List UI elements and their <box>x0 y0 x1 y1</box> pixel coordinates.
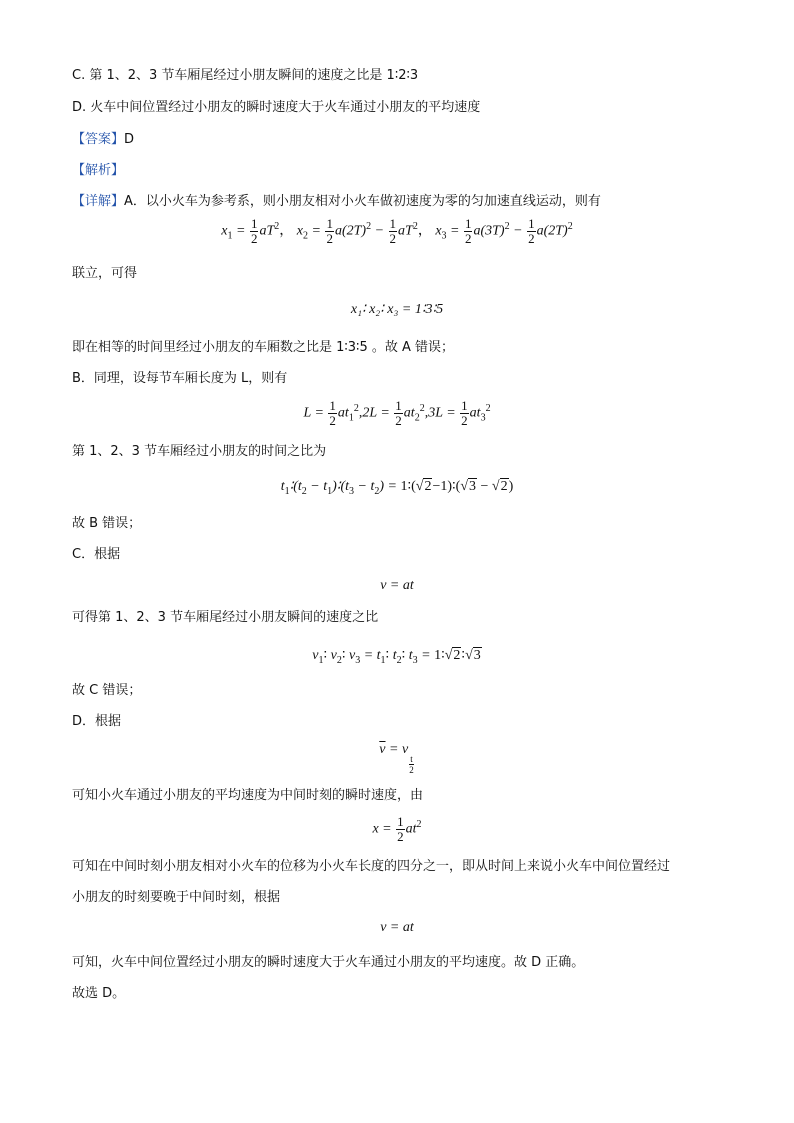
final-answer: 故选 D。 <box>72 986 126 1001</box>
detail-d-reason-1: 可知在中间时刻小朋友相对小火车的位移为小火车长度的四分之一，即从时间上来说小火车中间位置经过 <box>72 859 671 874</box>
equation-average-velocity: $\overline{v} = v$ $_{\frac{t}{2}}$ <box>379 742 414 776</box>
detail-a-conclusion: 即在相等的时间里经过小朋友的车厢数之比是 1∶3∶5 。故 A 错误； <box>72 340 455 355</box>
detail-c-result: 可得第 1、2、3 节车厢尾经过小朋友瞬间的速度之比 <box>72 610 379 625</box>
answer-value: D <box>124 132 135 147</box>
equation-displacements: $x_1$ = $\frac{1}{2}$ $aT^2$， $x_2$ = $\frac{1}{2}$ $a(2T)^2$ − $\frac{1}{2}$ $aT^2$， $x_3$ = $\frac{1}{2}$ $a(3T)^2$ − $\frac{1}{2}$ $a(2T)^2$ <box>221 216 573 246</box>
detail-b-conclusion: 故 B 错误； <box>72 516 142 531</box>
equation-v-at-c: v = at <box>380 578 414 593</box>
detail-a-text: A．以小火车为参考系，则小朋友相对小火车做初速度为零的匀加速直线运动，则有 <box>124 194 601 209</box>
detail-d-conclusion: 可知，火车中间位置经过小朋友的瞬时速度大于火车通过小朋友的平均速度。故 D 正确。 <box>72 955 585 970</box>
detail-d-mid: 可知小火车通过小朋友的平均速度为中间时刻的瞬时速度，由 <box>72 788 424 803</box>
answer-line <box>72 132 134 148</box>
analysis-tag: 【解析】 <box>72 163 125 178</box>
answer-tag: 【答案】 <box>72 132 125 147</box>
equation-ratio-x: x₁∶ x₂∶ x₃ = 1∶3∶5 <box>350 302 444 317</box>
detail-d-reason-2: 小朋友的时刻要晚于中间时刻，根据 <box>72 890 281 905</box>
detail-b-time: 第 1、2、3 节车厢经过小朋友的时间之比为 <box>72 444 327 459</box>
detail-c-text: C．根据 <box>72 547 121 562</box>
detail-tag: 【详解】 <box>72 194 125 209</box>
detail-c-conclusion: 故 C 错误； <box>72 683 142 698</box>
equation-lengths: L = $\frac{1}{2}$ $at_1^2,2L$ = $\frac{1}{2}$ $at_2^2,3L$ = $\frac{1}{2}$ $at_3^2$ <box>303 398 491 428</box>
detail-a-join: 联立，可得 <box>72 266 138 281</box>
equation-displacement: x = $\frac{1}{2}$ $at^2$ <box>372 814 422 844</box>
detail-d-text: D．根据 <box>72 714 122 729</box>
equation-time-ratio: $t_1∶(t_2$ − $t_1)∶(t_3 - t_2)$ = 1∶(√2−1)∶(√3 − √2) <box>280 479 514 497</box>
detail-a-line <box>72 194 601 210</box>
option-d: D. 火车中间位置经过小朋友的瞬时速度大于火车通过小朋友的平均速度 <box>72 100 481 115</box>
detail-b-text: B．同理，设每节车厢长度为 L，则有 <box>72 371 288 386</box>
equation-velocity-ratio: $v_1∶$ $v_2∶$ $v_3$ = $t_1∶$ $t_2∶$ $t_3$ = 1∶√2∶√3 <box>312 648 481 666</box>
equation-v-at-d: v = at <box>380 920 414 935</box>
option-c: C. 第 1、2、3 节车厢尾经过小朋友瞬间的速度之比是 1∶2∶3 <box>72 68 419 83</box>
